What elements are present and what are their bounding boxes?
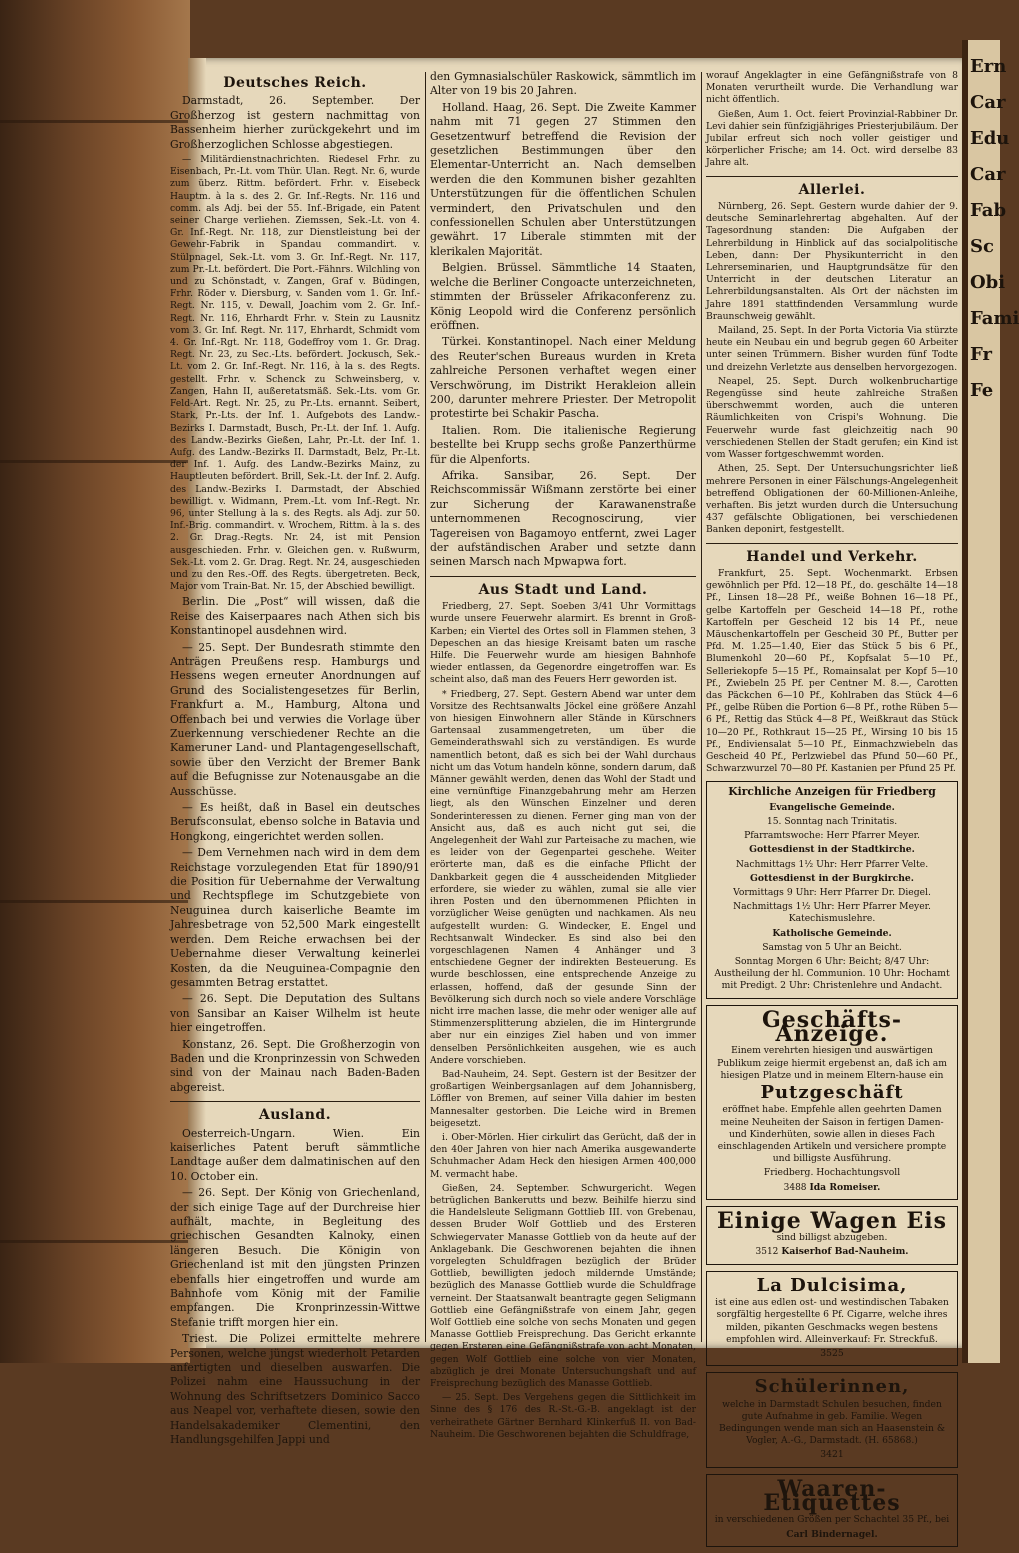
article: — Dem Vernehmen nach wird in dem dem Reichstage vorzulegenden Etat für 1890/91 die Position für Uebernahme der Verwaltung und Rechtspflege im Schutzgebiete von Neuguinea durch kaiserliche Beamte im Jahresbetrage von 52,500 Mark eingestellt werden. Dem Reiche erwachsen bei der Uebernahme dieser Verwaltung keinerlei Kosten, da die Neuguinea-Compagnie den gesammten Betrag erstattet. — [170, 846, 420, 989]
article: * Friedberg, 27. Sept. Gestern Abend war unter dem Vorsitze des Rechtsanwalts Jöckel eine größere Anzahl von hiesigen Einwohnern aller Stände in Kürschners Gartensaal zusammengetreten, um über die Gemeinderathswahl sich zu verständigen. Es wurde namentlich betont, daß es sich bei der Wahl durchaus nicht um das Votum handeln könne, sondern darum, daß Männer gewählt werden, denen das Wohl der Stadt und eine vernünftige Finanzgebahrung mehr am Herzen liegt, als den Wünschen Einzelner und deren Sonderinteressen zu dienen. Ferner ging man von der Ansicht aus, daß es auch nicht gut sei, die Angelegenheit der Wahl zur Parteisache zu machen, wie es leider von der Gegenpartei geschehe. Weiter erörterte man, daß es die einfache Pflicht der Dankbarkeit gegen die 4 ausscheidenden Mitglieder erfordere, sie wieder zu wählen, zumal sie alle vier ihren Posten und den übernommenen Pflichten in vorzüglicher Weise genügten und nachkamen. Als neu aufgestellt wurden: G. Windecker, E. Engel und Rechtsanwalt Windecker. Es sind also bei den vorgeschlagenen Namen 4 Anhänger und 3 entschiedene Gegner der indirekten Besteuerung. Es wurde beschlossen, eine entsprechende Anzeige zu erlassen, hoffend, daß der gesunde Sinn der Bevölkerung sich durch noch so viele andere Vorschläge nicht irre machen lasse, die mehr oder weniger alle auf Stimmenzersplitterung abzielen, die im Hintergrunde aber nur ein einziges Ziel haben und von immer denselben Persönlichkeiten ausgehen, wie es auch Andere vorschieben. — [430, 688, 696, 1066]
ad-number: 3525 — [820, 1347, 844, 1359]
section-divider — [430, 576, 696, 577]
ad-number: 3421 — [820, 1449, 844, 1461]
section-heading-reich: Deutsches Reich. — [223, 75, 367, 91]
adjacent-page-strip: Ern Car Edu Car Fab Sc Obi Fami Fr Fe — [968, 40, 1000, 1363]
church-text: Samstag von 5 Uhr an Beicht. — [762, 941, 902, 953]
church-text: Vormittags 9 Uhr: Herr Pfarrer Dr. Diegel. — [733, 887, 931, 898]
ad-text: in verschiedenen Größen per Schachtel 35 Pf., bei — [714, 1514, 950, 1526]
article: Türkei. Konstantinopel. Nach einer Meldung des Reuter'schen Bureaus wurden in Kreta zahlreiche Personen verhaftet wegen einer Verschwörung, im Distrikt Herakleion allein 200, darunter mehrere Priester. Der Metropolit protestirte bei Schakir Pascha. — [430, 335, 696, 421]
article: — 26. Sept. Der König von Griechenland, der sich einige Tage auf der Durchreise hier aufhält, machte, in Begleitung des griechischen Gesandten Kalnoky, einen längeren Besuch. Die Königin von Griechenland ist mit den jüngsten Prinzen ebenfalls hier eingetroffen und wurde am Bahnhofe vom König mit der Familie empfangen. Die Kronprinzessin-Wittwe Stefanie trifft morgen hier ein. — [170, 1186, 420, 1329]
ad-heading: Einige Wagen Eis — [716, 1207, 948, 1234]
article: Oesterreich-Ungarn. Wien. Ein kaiserliches Patent beruft sämmtliche Landtage außer dem dalmatinischen auf den 10. October ein. — [170, 1126, 420, 1183]
article: Nürnberg, 26. Sept. Gestern wurde dahier der 9. deutsche Seminarlehrertag abgehalten. Auf der Tagesordnung standen: Die Aufgaben der Lehrerbildung in Hinblick auf das socialpolitische Leben, dann: Der Physikunterricht in den Lehrerseminarien, und Hauptgrundsätze für den Unterricht in der deutschen Literatur an Lehrerbildungsanstalten. Als Ort der nächsten im Jahre 1891 stattfindenden Versammlung wurde Braunschweig gewählt. — [706, 201, 958, 322]
article: Holland. Haag, 26. Sept. Die Zweite Kammer nahm mit 71 gegen 27 Stimmen den Gesetzentwurf betreffend die Revision der gesetzlichen Bestimmungen über den Elementar-Unterricht an. Nach demselben werden die den Kommunen bisher gezahlten Unterstützungen für die öffentlichen Schulen vermindert, den Privatschulen und den confessionellen Schulen aber Unterstützungen gewährt. 17 Liberale stimmten mit der klerikalen Majorität. — [430, 100, 696, 258]
church-text: 15. Sonntag nach Trinitatis. — [766, 815, 898, 827]
church-notices — [706, 781, 958, 998]
ad-signature: 3512 Kaiserhof Bad-Nauheim. — [755, 1246, 909, 1258]
ad-heading: Putzgeschäft — [760, 1082, 904, 1104]
church-text: Evangelische Gemeinde. — [769, 801, 895, 813]
article: Belgien. Brüssel. Sämmtliche 14 Staaten, welche die Berliner Congoacte unterzeichneten, stimmten der Brüsseler Afrikaconferenz zu. König Leopold wird die Conferenz persönlich eröffnen. — [430, 261, 696, 332]
church-heading: Kirchliche Anzeigen für Friedberg — [728, 785, 936, 799]
section-heading-stadt: Aus Stadt und Land. — [478, 581, 648, 598]
column-rule — [425, 72, 426, 1342]
article-market: Frankfurt, 25. Sept. Wochenmarkt. Erbsen gewöhnlich per Pfd. 12—18 Pf., do. geschälte 14—18 Pf., Linsen 18—28 Pf., weiße Bohnen 16—18 Pf., gelbe Kartoffeln per Gescheid 14—18 Pf., rothe Kartoffeln per Gescheid 12 bis 14 Pf., neue Mäuschenkartoffeln per Gescheid 30 Pf., Butter per Pfd. M. 1.25—1.40, Eier das Stück 5 bis 6 Pf., Blumenkohl 20—60 Pf., Kopfsalat 5—10 Pf., Selleriekopfe 5—15 Pf., Romainsalat per Kopf 5—10 Pf., Zwiebeln 25 Pf. per Centner M. 8.—, Carotten das Päckchen 6—10 Pf., Kohlraben das Stück 4—6 Pf., gelbe Rüben die Portion 6—8 Pf., rothe Rüben 5—6 Pf., Rettig das Stück 4—8 Pf., Weißkraut das Stück 10—20 Pf., Rothkraut 15—25 Pf., Wirsing 10 bis 15 Pf., Endiviensalat 5—10 Pf., Einmachzwiebeln das Gescheid 40 Pf., Perlzwiebel das Pfund 50—60 Pf., Schwarzwurzel 70—80 Pf. Kastanien per Pfund 25 Pf. — [706, 567, 958, 775]
article: i. Ober-Mörlen. Hier cirkulirt das Gerücht, daß der in den 40er Jahren von hier nach Amerika ausgewanderte Schuhmacher Adam Heck den hiesigen Armen 400,000 M. vermacht habe. — [430, 1131, 696, 1180]
ad-dulcisima — [706, 1271, 958, 1366]
article: Triest. Die Polizei ermittelte mehrere Personen, welche jüngst wiederholt Petarden anfertigten und dieselben auswarfen. Die Polizei nahm eine Haussuchung in der Wohnung des Schriftsetzers Dominico Sacco aus Neapel vor, verhaftete diesen, sowie den Handelsakademiker Clementini, den Handlungsgehilfen Jappi und — [170, 1332, 420, 1447]
ad-text: Friedberg. Hochachtungsvoll — [763, 1167, 901, 1179]
article: Afrika. Sansibar, 26. Sept. Der Reichscommissär Wißmann zerstörte bei einer zur Sicherung der Karawanenstraße unternommenen Recognoscirung, vier Tagereisen von Bagamoyo entfernt, zwei Lager der aufständischen Araber und setzte dann seinen Marsch nach Mpwapwa fort. — [430, 468, 696, 569]
section-divider — [706, 176, 958, 177]
article: — 25. Sept. Des Vergehens gegen die Sittlichkeit im Sinne des § 176 des R.-St.-G.-B. angeklagt ist der verheirathete Gärtner Bernhard Klinkerfuß II. von Bad-Nauheim. Die Geschworenen bejahten die Schuldfrage, — [430, 1392, 696, 1440]
book-binding — [0, 0, 190, 1363]
ad-text: eröffnet habe. Empfehle allen geehrten Damen meine Neuheiten der Saison in fertigen Damen- und Kinderhüten, sowie allen in dieses Fach einschlagenden Artikeln und versichere prompte und billigste Ausführung. — [717, 1104, 947, 1165]
article: worauf Angeklagter in eine Gefängnißstrafe von 8 Monaten verurtheilt wurde. Die Verhandlung war nicht öffentlich. — [706, 70, 958, 106]
section-heading-ausland: Ausland. — [258, 1107, 332, 1124]
ad-text: welche in Darmstadt Schulen besuchen, finden gute Aufnahme in geb. Familie. Wegen Bedingungen wende man sich an Haasenstein & Vogler, A.-G., Darmstadt. (H. 65868.) — [718, 1398, 946, 1447]
ad-signature: Carl Bindernagel. — [786, 1528, 878, 1540]
ad-heading: Schülerinnen, — [754, 1376, 910, 1398]
article: Friedberg, 27. Sept. Soeben 3/41 Uhr Vormittags wurde unsere Feuerwehr alarmirt. Es brennt in Groß-Karben; ein Viertel des Ortes soll in Flammen stehen, 3 Depeschen an das hiesige Kreisamt baten um rasche Hilfe. Die Feuerwehr wurde am hiesigen Bahnhofe wieder entlassen, da Gegenordre eingetroffen war. Es scheint also, daß man des Feuers Herr geworden ist. — [430, 601, 696, 686]
article: Italien. Rom. Die italienische Regierung bestellte bei Krupp sechs große Panzerthürme für die Alpenforts. — [430, 423, 696, 466]
section-divider — [706, 543, 958, 544]
church-text: Sonntag Morgen 6 Uhr: Beicht; 8/47 Uhr: Austheilung der hl. Communion. 10 Uhr: Hochamt mit Predigt. 2 Uhr: Christenlehre und Andacht. — [714, 956, 950, 992]
article: — Es heißt, daß in Basel ein deutsches Berufsconsulat, ebenso solche in Batavia und Hongkong, eingerichtet werden sollen. — [170, 801, 420, 843]
church-text: Gottesdienst in der Stadtkirche. — [749, 844, 915, 856]
article-military: — Militärdienstnachrichten. Riedesel Frhr. zu Eisenbach, Pr.-Lt. vom Thür. Ulan. Regt. Nr. 6, wurde zum überz. Rittm. befördert. Frhr. v. Eisebeck Hauptm. à la s. des 2. Gr. Inf.-Regts. Nr. 116 und comm. als Adj. bei der 55. Inf.-Brigade, ein Patent seiner Charge verliehen. Ziemssen, Sek.-Lt. von 4. Gr. Inf.-Regt. Nr. 118, zur Dienstleistung bei der Gewehr-Fabrik in Spandau commandirt. v. Stülpnagel, Sek.-Lt. vom 3. Gr. Inf.-Regt. Nr. 117, zum Pr.-Lt. befördert. Die Port.-Fähnrs. Wilchling von und zu Schönstadt, v. Zangen, Graf v. Büdingen, Frhr. Röder v. Diersburg, v. Sanden vom 1. Gr. Inf.-Regt. Nr. 115, v. Dewall, Joachim vom 2. Gr. Inf.-Regt. Nr. 116, Ehrhardt Frhr. v. Stein zu Lausnitz vom 3. Gr. Inf. Regt. Nr. 117, Ehrhardt, Schmidt vom 4. Gr. Inf.-Rgt. Nr. 118, Godeffroy vom 1. Gr. Drag. Regt. Nr. 23, zu Sec.-Lts. befördert. Jockusch, Sek.-Lt. vom 2. Gr. Inf.-Regt. Nr. 116, à la s. des Regts. gestellt. Frhr. v. Schenck zu Schweinsberg, v. Zangen, Hahn II, außeretatsmäß. Sek.-Lts. vom Gr. Feld-Art. Regt. Nr. 25, zu Pr.-Lts. ernannt. Seibert, Stark, Pr.-Lts. der Inf. 1. Aufgebots des Landw.-Bezirks I. Darmstadt, Busch, Pr.-Lt. der Inf. 1. Aufg. des Landw.-Bezirks Gießen, Lahr, Pr.-Lt. der Inf. 1. Aufg. des Landw.-Bezirks II. Darmstadt, Belz, Pr.-Lt. der Inf. 1. Aufg. des Landw.-Bezirks Mainz, zu Hauptleuten befördert. Brill, Sek.-Lt. der Inf. 2. Aufg. des Landw.-Bezirks I. Darmstadt, der Abschied bewilligt. v. Widmann, Prem.-Lt. vom Inf.-Regt. Nr. 96, unter Stellung à la s. des Regts. als Adj. zur 50. Inf.-Brig. commandirt. v. Wrochem, Rittm. à la s. des 2. Gr. Drag.-Regts. Nr. 24, ist mit Pension ausgeschieden. Frhr. v. Gleichen gen. v. Rußwurm, Sek.-Lt. vom 2. Gr. Drag. Regt. Nr. 24, ausgeschieden und zu den Res.-Off. des Regts. übergetreten. Beck, Major vom Train-Bat. Nr. 15, der Abschied bewilligt. — [170, 154, 420, 593]
article: Gießen, Aum 1. Oct. feiert Provinzial-Rabbiner Dr. Levi dahier sein fünfzigjähriges Priesterjubiläum. Der Jubilar erfreut sich noch voller geistiger und körperlicher Frische; am 14. Oct. wird derselbe 83 Jahre alt. — [706, 108, 958, 169]
ad-text: sind billigst abzugeben. — [776, 1232, 888, 1244]
section-divider — [170, 1101, 420, 1102]
article: Konstanz, 26. Sept. Die Großherzogin von Baden und die Kronprinzessin von Schweden sind von der Mainau nach Baden-Baden abgereist. — [170, 1037, 420, 1094]
ad-putzgeschaeft — [706, 1005, 958, 1200]
ad-text: ist eine aus edlen ost- und westindischen Tabaken sorgfältig hergestellte 6 Pf. Cigarre, welche ihres milden, pikanten Geschmacks wegen bestens empfohlen wird. Alleinverkauf: Fr. Streckfuß. — [715, 1297, 949, 1345]
ad-heading: Geschäfts-Anzeige. — [762, 1006, 902, 1048]
article: — 26. Sept. Die Deputation des Sultans von Sansibar an Kaiser Wilhelm ist heute hier eingetroffen. — [170, 992, 420, 1035]
ad-signature: 3488 Ida Romeiser. — [783, 1181, 881, 1193]
ad-schuelerinnen — [706, 1372, 958, 1467]
church-text: Gottesdienst in der Burgkirche. — [750, 872, 914, 884]
column-rule — [701, 72, 702, 1342]
article: den Gymnasialschüler Raskowick, sämmtlich im Alter von 19 bis 20 Jahren. — [430, 70, 696, 98]
article: — 25. Sept. Der Bundesrath stimmte den Anträgen Preußens resp. Hamburgs und Hessens wegen erneuter Anordnungen auf Grund des Socialistengesetzes für Berlin, Frankfurt a. M., Hamburg, Altona und Offenbach bei und verwies die Vorlage über Zuerkennung verschiedener Rechte an die Kameruner Land- und Plantagengesellschaft, sowie über den Verzicht der Bremer Bank auf die Befugnisse zur Notenausgabe an die Ausschüsse. — [170, 640, 420, 798]
section-heading-allerlei: Allerlei. — [798, 181, 866, 198]
ad-heading: La Dulcisima, — [756, 1274, 908, 1296]
article: Mailand, 25. Sept. In der Porta Victoria Via stürzte heute ein Neubau ein und begrub gegen 60 Arbeiter unter seinen Trümmern. Bisher wurden fünf Todte und dreizehn Verletzte aus denselben hervorgezogen. — [706, 325, 958, 373]
church-text: Pfarramtswoche: Herr Pfarrer Meyer. — [744, 830, 920, 842]
article: Neapel, 25. Sept. Durch wolkenbruchartige Regengüsse sind heute zahlreiche Straßen überschwemmt worden, auch die unteren Räumlichkeiten von Crispi's Wohnung. Die Feuerwehr wurde fast gleichzeitig nach 90 verschiedenen Stellen der Stadt gerufen; ein Kind ist vom Wasser fortgeschwemmt worden. — [706, 375, 958, 461]
article: Darmstadt, 26. September. Der Großherzog ist gestern nachmittag von Bassenheim hierher zurückgekehrt und im Großherzoglichen Schlosse abgestiegen. — [170, 94, 420, 151]
ad-heading: Waaren-Etiquettes — [763, 1475, 901, 1516]
article: Athen, 25. Sept. Der Untersuchungsrichter ließ mehrere Personen in einer Fälschungs-Angelegenheit betreffend Obligationen der 60-Millionen-Anleihe, verhaften. Bis jetzt wurden durch die Untersuchung 437 gefälschte Obligationen, bei verschiedenen Banken deponirt, festgestellt. — [706, 463, 958, 536]
column-2 — [430, 70, 696, 1443]
article: Bad-Nauheim, 24. Sept. Gestern ist der Besitzer der großartigen Weinbergsanlagen auf dem Johannisberg, Löffler von Bremen, auf seiner Villa dahier im besten Mannesalter gestorben. Die Leiche wird in Bremen beigesetzt. — [430, 1068, 696, 1129]
church-text: Katholische Gemeinde. — [772, 927, 892, 939]
column-1 — [170, 70, 420, 1450]
ad-text: Einem verehrten hiesigen und auswärtigen Publikum zeige hiermit ergebenst an, daß ich am hiesigen Platze und in meinem Eltern-hause ein — [717, 1045, 947, 1081]
article: Gießen, 24. September. Schwurgericht. Wegen betrüglichen Bankerutts und bezw. Beihilfe hierzu sind die Handelsleute Seligmann Gottlieb III. von Grebenau, dessen Bruder Wolf Gottlieb und des Ersteren Schwiegervater Manasse Gottlieb von da heute auf der Anklagebank. Die Geschworenen bejahten die ihnen vorgelegten Schuldfragen bezüglich der Brüder Gottlieb, bewilligten jedoch mildernde Umstände; bezüglich des Manasse Gottlieb wurde die Schuldfrage verneint. Der Staatsanwalt beantragte gegen Seligmann Gottlieb eine Gefängnißstrafe von einem Jahr, gegen Wolf Gottlieb eine solche von sechs Monaten und gegen Manasse Gottlieb Freisprechung. Das Gericht erkannte gegen Ersteren eine Gefängnißstrafe von acht Monaten, gegen Wolf Gottlieb eine solche von vier Monaten, abzüglich je drei Monate Untersuchungshaft und auf Freisprechung bezüglich des Manasse Gottlieb. — [430, 1182, 696, 1390]
ad-etiquettes — [706, 1474, 958, 1547]
column-3 — [706, 70, 958, 1553]
church-text: Nachmittags 1½ Uhr: Herr Pfarrer Velte. — [735, 858, 929, 870]
article: Berlin. Die „Post“ will wissen, daß die Reise des Kaiserpaares nach Athen sich bis Konstantinopel ausdehnen wird. — [170, 595, 420, 638]
ad-eis — [706, 1206, 958, 1265]
section-heading-handel: Handel und Verkehr. — [746, 548, 918, 565]
church-text: Nachmittags 1½ Uhr: Herr Pfarrer Meyer. Katechismuslehre. — [733, 901, 931, 925]
